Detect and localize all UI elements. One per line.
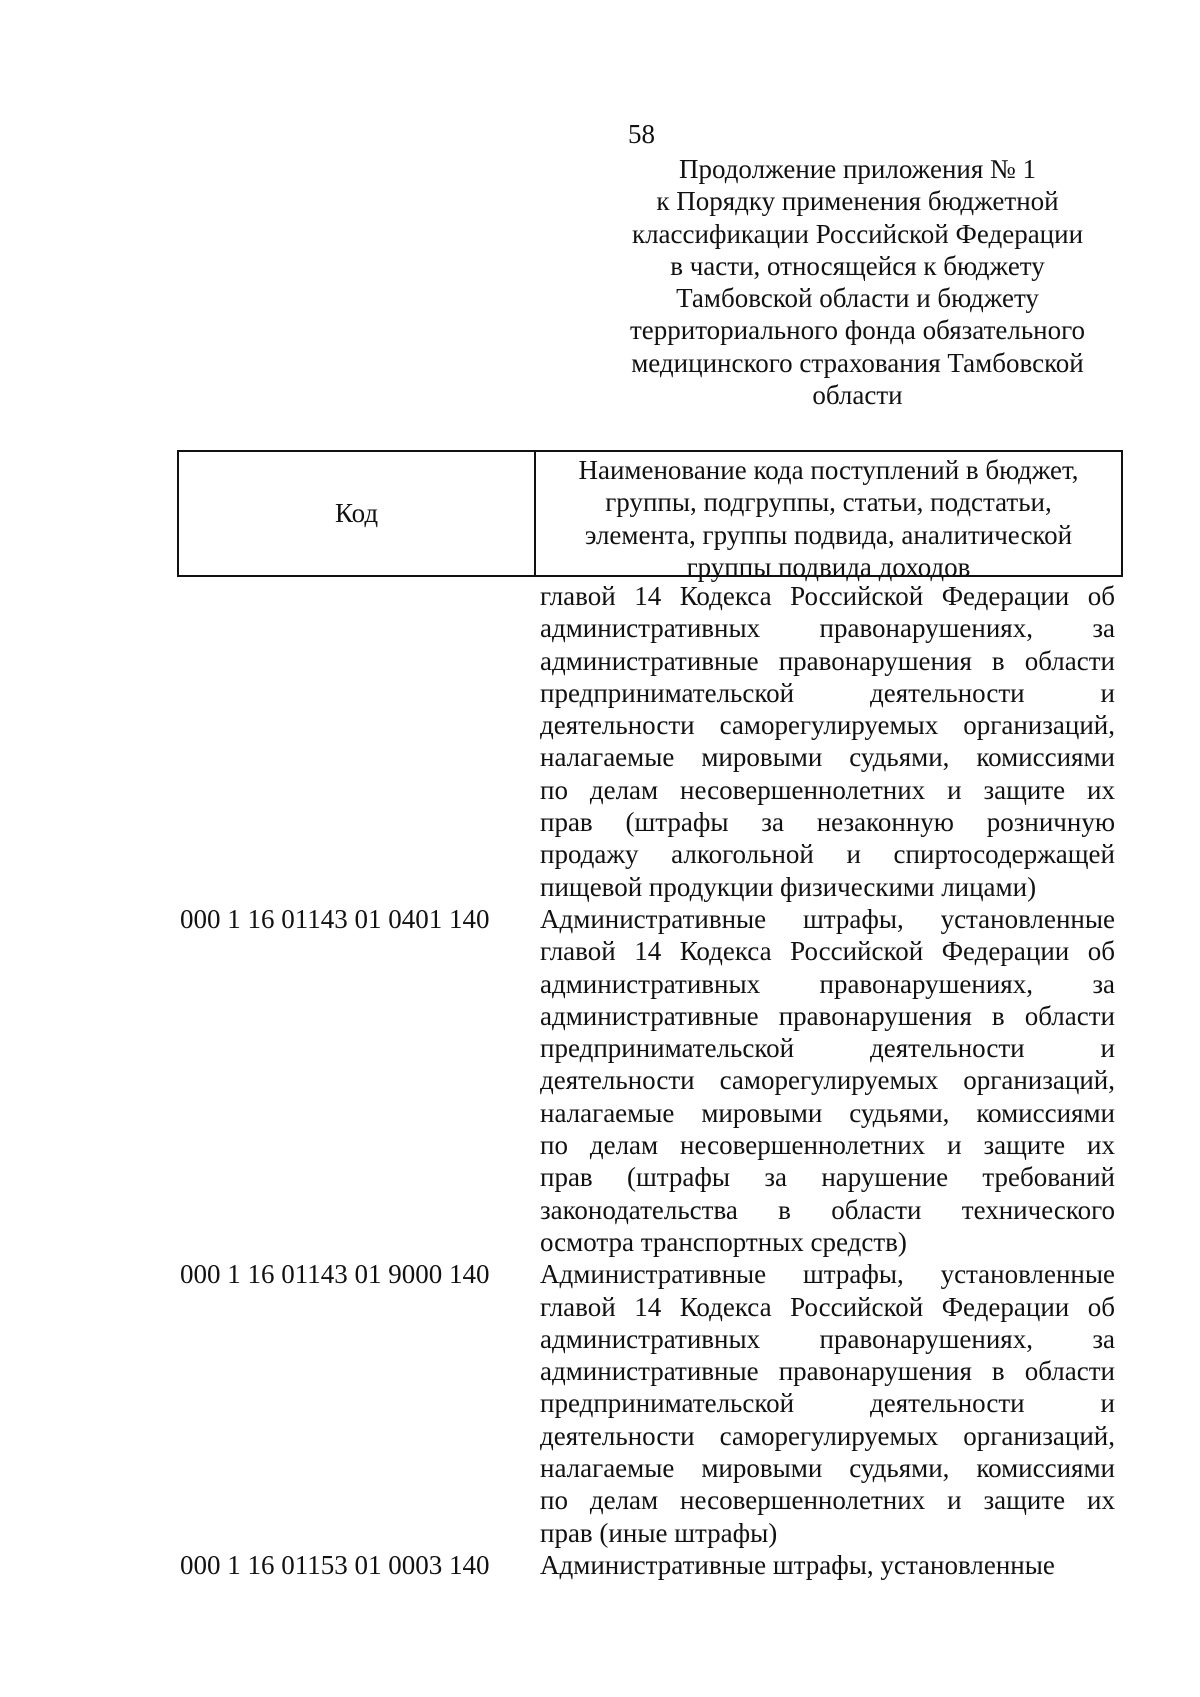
row-description-line: предпринимательской деятельности и xyxy=(540,677,1115,708)
appendix-header-line: классификации Российской Федерации xyxy=(631,218,1084,249)
row-description-line: административных правонарушениях, за xyxy=(540,968,1115,999)
row-description xyxy=(540,580,1115,903)
row-code: 000 1 16 01143 01 0401 140 xyxy=(180,903,490,934)
table-header xyxy=(177,450,1123,582)
row-description-line: налагаемые мировыми судьями, комиссиями xyxy=(540,1453,1115,1484)
row-description-line: административные правонарушения в области xyxy=(540,645,1115,676)
row-description xyxy=(540,903,1115,1258)
column-header-name-line: группы, подгруппы, статьи, подстатьи, xyxy=(605,487,1052,518)
row-description-line: главой 14 Кодекса Российской Федерации об xyxy=(540,1291,1115,1322)
row-description-line: предпринимательской деятельности и xyxy=(540,1033,1115,1064)
row-description-line: деятельности саморегулируемых организаций, xyxy=(540,710,1115,741)
row-description-line: продажу алкогольной и спиртосодержащей xyxy=(540,839,1115,870)
row-description-line: пищевой продукции физическими лицами) xyxy=(540,871,1037,902)
row-description-line: Административные штрафы, установленные xyxy=(540,1259,1115,1290)
appendix-header-line: Тамбовской области и бюджету xyxy=(676,283,1039,314)
row-code: 000 1 16 01153 01 0003 140 xyxy=(180,1549,490,1580)
row-description-line: прав (иные штрафы) xyxy=(540,1517,778,1548)
row-description-line: по делам несовершеннолетних и защите их xyxy=(540,1485,1115,1516)
row-description-line: административные правонарушения в области xyxy=(540,1356,1115,1387)
row-description-line: прав (штрафы за нарушение требований xyxy=(540,1162,1115,1193)
row-code: 000 1 16 01143 01 9000 140 xyxy=(180,1259,490,1290)
row-description-line: деятельности саморегулируемых организаций, xyxy=(540,1065,1115,1096)
table-row xyxy=(180,580,1120,903)
table-row xyxy=(180,1549,1120,1581)
row-description-line: административных правонарушениях, за xyxy=(540,613,1115,644)
row-description-line: прав (штрафы за незаконную розничную xyxy=(540,807,1115,838)
row-description-line: налагаемые мировыми судьями, комиссиями xyxy=(540,1097,1115,1128)
appendix-header-line: территориального фонда обязательного xyxy=(629,315,1085,346)
row-description-line: Административные штрафы, установленные xyxy=(540,1549,1055,1580)
appendix-header xyxy=(600,153,1115,411)
page-number: 58 xyxy=(628,119,655,149)
row-description-line: главой 14 Кодекса Российской Федерации об xyxy=(540,581,1115,611)
appendix-header-line: медицинского страхования Тамбовской xyxy=(631,347,1084,378)
column-header-code: Код xyxy=(179,452,536,575)
appendix-header-line: Продолжение приложения № 1 xyxy=(678,154,1037,184)
column-header-name-line: элемента, группы подвида, аналитической xyxy=(584,519,1073,550)
row-description-line: законодательства в области технического xyxy=(540,1194,1115,1225)
row-description xyxy=(540,1258,1115,1549)
row-description-line: осмотра транспортных средств) xyxy=(540,1226,907,1257)
table-row xyxy=(180,1258,1120,1549)
row-description-line: предпринимательской деятельности и xyxy=(540,1388,1115,1419)
appendix-header-line: области xyxy=(812,380,903,411)
table-body xyxy=(180,580,1120,1581)
row-description-line: налагаемые мировыми судьями, комиссиями xyxy=(540,742,1115,773)
appendix-header-line: в части, относящейся к бюджету xyxy=(670,250,1045,281)
row-description-line: административных правонарушениях, за xyxy=(540,1323,1115,1354)
row-description xyxy=(540,1549,1115,1581)
row-description-line: по делам несовершеннолетних и защите их xyxy=(540,774,1115,805)
row-description-line: главой 14 Кодекса Российской Федерации об xyxy=(540,936,1115,967)
row-description-line: по делам несовершеннолетних и защите их xyxy=(540,1130,1115,1161)
row-description-line: административные правонарушения в области xyxy=(540,1000,1115,1031)
appendix-header-line: к Порядку применения бюджетной xyxy=(656,186,1059,217)
column-header-name-line: Наименование кода поступлений в бюджет, xyxy=(578,455,1079,485)
row-description-line: деятельности саморегулируемых организаций, xyxy=(540,1420,1115,1451)
table-row xyxy=(180,903,1120,1258)
column-header-name-line: группы подвида доходов xyxy=(686,551,971,582)
row-description-line: Административные штрафы, установленные xyxy=(540,903,1115,934)
column-header-name xyxy=(536,452,1121,582)
